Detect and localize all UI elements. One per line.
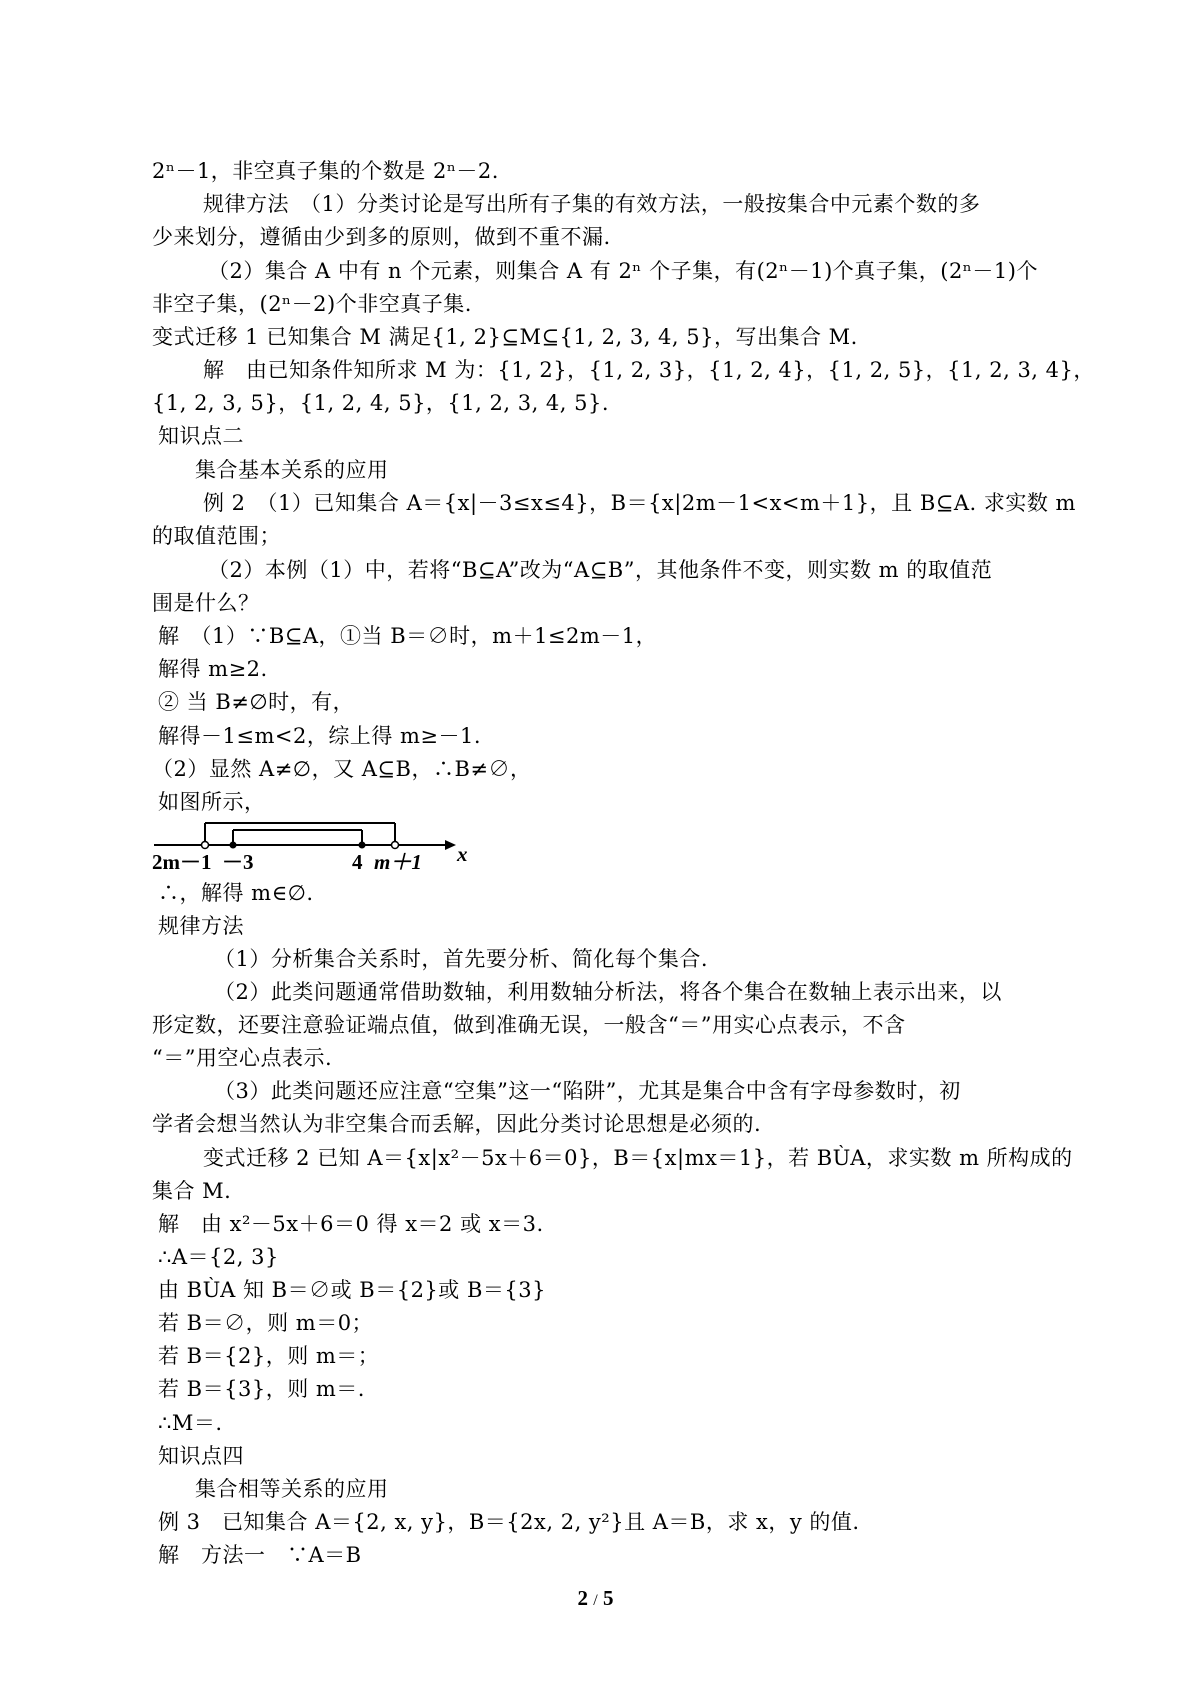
number-line-figure [150, 815, 480, 875]
text-line: 的取值范围； [152, 524, 281, 548]
section-subheading: 集合基本关系的应用 [195, 458, 389, 482]
text-line: 变式迁移 1 已知集合 M 满足{1, 2}⊆M⊆{1, 2, 3, 4, 5}，写出集合 M. [152, 325, 858, 349]
text-line: 解 由已知条件知所求 M 为：{1, 2}，{1, 2, 3}，{1, 2, 4}，{1, 2, 5}，{1, 2, 3, 4}， [203, 358, 1095, 382]
page-number [0, 1586, 1191, 1611]
text-line: {1, 2, 3, 5}，{1, 2, 4, 5}，{1, 2, 3, 4, 5}. [152, 391, 610, 415]
text-line: 由 BÙA 知 B＝∅或 B＝{2}或 B＝{3} [158, 1278, 546, 1302]
text-line: （2）此类问题通常借助数轴，利用数轴分析法，将各个集合在数轴上表示出来，以 [214, 980, 1002, 1004]
text-line: 若 B＝∅，则 m＝0； [158, 1311, 374, 1335]
text-line: （2）显然 A≠∅，又 A⊆B，∴B≠∅， [152, 757, 532, 781]
text-line: （3）此类问题还应注意“空集”这一“陷阱”，尤其是集合中含有字母参数时，初 [214, 1079, 961, 1103]
text-line: 围是什么？ [152, 591, 260, 615]
text-line: “＝”用空心点表示. [152, 1046, 333, 1070]
text-line: 变式迁移 2 已知 A＝{x|x²－5x＋6＝0}，B＝{x|mx＝1}，若 BÙA，求实数 m 所构成的 [203, 1146, 1073, 1170]
label-2m-1: 2m－1 [152, 850, 212, 874]
text-line: 若 B＝{3}，则 m＝. [158, 1377, 365, 1401]
text-line: 集合 M. [152, 1179, 232, 1203]
section-heading: 知识点四 [158, 1444, 244, 1468]
section-heading: 知识点二 [158, 424, 244, 448]
text-line: 非空子集，(2ⁿ－2)个非空真子集. [152, 292, 472, 316]
text-line: 解得－1≤m<2，综上得 m≥－1. [158, 724, 482, 748]
text-line: （1）分析集合关系时，首先要分析、简化每个集合. [214, 947, 709, 971]
text-line: 解 由 x²－5x＋6＝0 得 x＝2 或 x＝3. [158, 1212, 544, 1236]
text-line: ② 当 B≠∅时，有， [158, 690, 355, 714]
section-subheading: 集合相等关系的应用 [195, 1477, 389, 1501]
text-line: 如图所示， [158, 790, 266, 814]
text-line: 学者会想当然认为非空集合而丢解，因此分类讨论思想是必须的. [152, 1112, 762, 1136]
section-heading: 规律方法 [158, 914, 244, 938]
text-line: ∴A＝{2, 3} [158, 1245, 279, 1269]
page-separator: / [593, 1592, 598, 1609]
text-line: 规律方法 （1）分类讨论是写出所有子集的有效方法，一般按集合中元素个数的多 [203, 192, 981, 216]
text-line: 例 2 （1）已知集合 A＝{x|－3≤x≤4}，B＝{x|2m－1<x<m＋1}，且 B⊆A. 求实数 m [203, 491, 1076, 515]
text-line: 解 方法一 ∵A＝B [158, 1543, 362, 1567]
page-current: 2 [577, 1586, 589, 1610]
text-line: 若 B＝{2}，则 m＝； [158, 1344, 380, 1368]
label-m-plus-1: m＋1 [374, 850, 422, 874]
text-line: 解得 m≥2. [158, 657, 268, 681]
text-line: 2ⁿ－1，非空真子集的个数是 2ⁿ－2. [152, 159, 499, 183]
label-neg3: －3 [222, 850, 254, 874]
text-line: 解 （1）∵B⊆A，①当 B＝∅时，m＋1≤2m－1， [158, 624, 658, 648]
label-4: 4 [352, 850, 363, 874]
text-line: ∴M＝. [158, 1411, 223, 1435]
text-line: 例 3 已知集合 A＝{2, x, y}，B＝{2x, 2, y²}且 A＝B，求 x，y 的值. [158, 1510, 860, 1534]
page-total: 5 [602, 1586, 614, 1610]
text-line: （2）集合 A 中有 n 个元素，则集合 A 有 2ⁿ 个子集，有(2ⁿ－1)个真子集，(2ⁿ－1)个 [208, 259, 1038, 283]
text-line: （2）本例（1）中，若将“B⊆A”改为“A⊆B”，其他条件不变，则实数 m 的取值范 [208, 558, 993, 582]
text-line: 少来划分，遵循由少到多的原则，做到不重不漏. [152, 225, 611, 249]
text-line: ∴，解得 m∈∅. [158, 881, 314, 905]
text-line: 形定数，还要注意验证端点值，做到准确无误，一般含“＝”用实心点表示，不含 [152, 1013, 906, 1037]
label-x: x [457, 842, 468, 866]
